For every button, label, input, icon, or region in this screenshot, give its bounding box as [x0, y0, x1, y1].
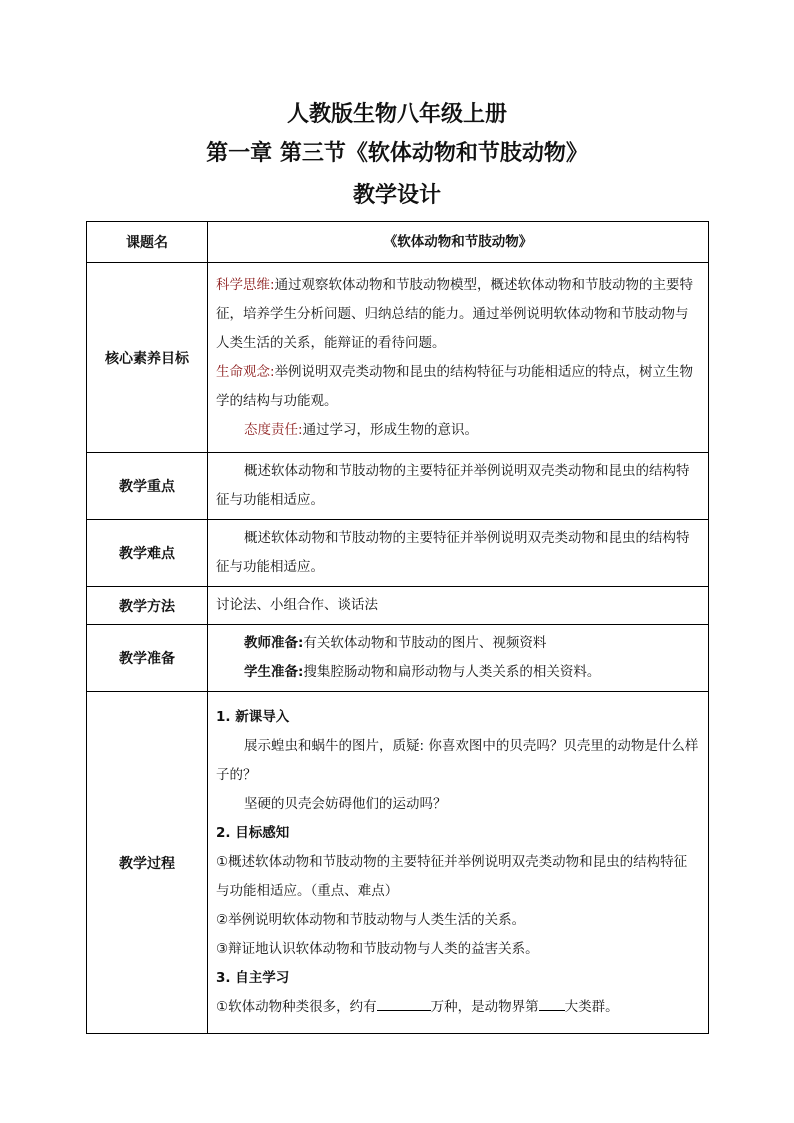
document-title-block — [0, 96, 794, 218]
answer-blank-count[interactable] — [377, 996, 431, 1011]
key-content — [208, 453, 709, 520]
new-lesson-text-1: 展示蝗虫和蜗牛的图片，质疑: 你喜欢图中的贝壳吗？贝壳里的动物是什么样子的？ — [216, 738, 699, 783]
table-row — [87, 625, 709, 692]
table-row — [87, 222, 709, 263]
method-text: 讨论法、小组合作、谈话法 — [208, 587, 709, 625]
topic-value: 《软体动物和节肢动物》 — [208, 222, 709, 263]
attitude-label: 态度责任: — [244, 421, 303, 438]
document-title: 人教版生物八年级上册 — [286, 102, 507, 127]
table-row — [87, 587, 709, 625]
self-study-text-c: 大类群。 — [564, 999, 619, 1015]
chapter-title: 第一章 第三节《软体动物和节肢动物》 — [206, 141, 588, 166]
prep-label: 教学准备 — [87, 625, 208, 692]
life-label: 生命观念: — [216, 363, 275, 380]
answer-blank-rank[interactable] — [539, 996, 565, 1011]
method-label: 教学方法 — [87, 587, 208, 625]
process-label: 教学过程 — [87, 692, 208, 1034]
self-study-item-1 — [216, 993, 700, 1022]
teacher-prep — [216, 629, 700, 658]
science-label: 科学思维: — [216, 276, 275, 293]
core-label: 核心素养目标 — [87, 263, 208, 453]
table-row — [87, 692, 709, 1034]
goal-item-2: ②举例说明软体动物和节肢动物与人类生活的关系。 — [216, 912, 526, 928]
lesson-plan-table — [86, 221, 709, 1034]
key-label: 教学重点 — [87, 453, 208, 520]
prep-content — [208, 625, 709, 692]
student-text: 搜集腔肠动物和扁形动物与人类关系的相关资料。 — [303, 664, 601, 680]
difficult-text: 概述软体动物和节肢动物的主要特征并举例说明双壳类动物和昆虫的结构特征与功能相适应。 — [216, 530, 690, 575]
science-thinking — [216, 271, 700, 358]
goal-item-1: ①概述软体动物和节肢动物的主要特征并举例说明双壳类动物和昆虫的结构特征与功能相适应。（重点、难点） — [216, 854, 688, 899]
section-goals: 2. 目标感知 — [216, 825, 290, 841]
table-row — [87, 263, 709, 453]
table-row — [87, 453, 709, 520]
design-title: 教学设计 — [352, 183, 441, 208]
section-new-lesson: 1. 新课导入 — [216, 709, 290, 725]
difficult-label: 教学难点 — [87, 520, 208, 587]
teacher-label: 教师准备: — [244, 635, 304, 651]
new-lesson-text-2: 坚硬的贝壳会妨碍他们的运动吗？ — [244, 796, 447, 812]
difficult-content — [208, 520, 709, 587]
student-label: 学生准备: — [244, 664, 304, 680]
attitude-responsibility — [216, 416, 700, 445]
life-text: 举例说明双壳类动物和昆虫的结构特征与功能相适应的特点，树立生物学的结构与功能观。 — [216, 363, 694, 409]
process-content — [208, 692, 709, 1034]
section-self-study: 3. 自主学习 — [216, 970, 290, 986]
science-text: 通过观察软体动物和节肢动物模型，概述软体动物和节肢动物的主要特征，培养学生分析问题、归纳总结的能力。通过举例说明软体动物和节肢动物与人类生活的关系，能辩证的看待问题。 — [216, 276, 694, 351]
teacher-text: 有关软体动物和节肢动的图片、视频资料 — [303, 635, 547, 651]
table-row — [87, 520, 709, 587]
key-text: 概述软体动物和节肢动物的主要特征并举例说明双壳类动物和昆虫的结构特征与功能相适应。 — [216, 463, 690, 508]
goal-item-3: ③辩证地认识软体动物和节肢动物与人类的益害关系。 — [216, 941, 539, 957]
life-concept — [216, 358, 700, 416]
student-prep — [216, 658, 700, 687]
self-study-text-a: ①软体动物种类很多，约有 — [216, 999, 377, 1015]
core-content — [208, 263, 709, 453]
self-study-text-b: 万种，是动物界第 — [430, 999, 539, 1015]
attitude-text: 通过学习，形成生物的意识。 — [302, 421, 479, 438]
topic-label: 课题名 — [87, 222, 208, 263]
